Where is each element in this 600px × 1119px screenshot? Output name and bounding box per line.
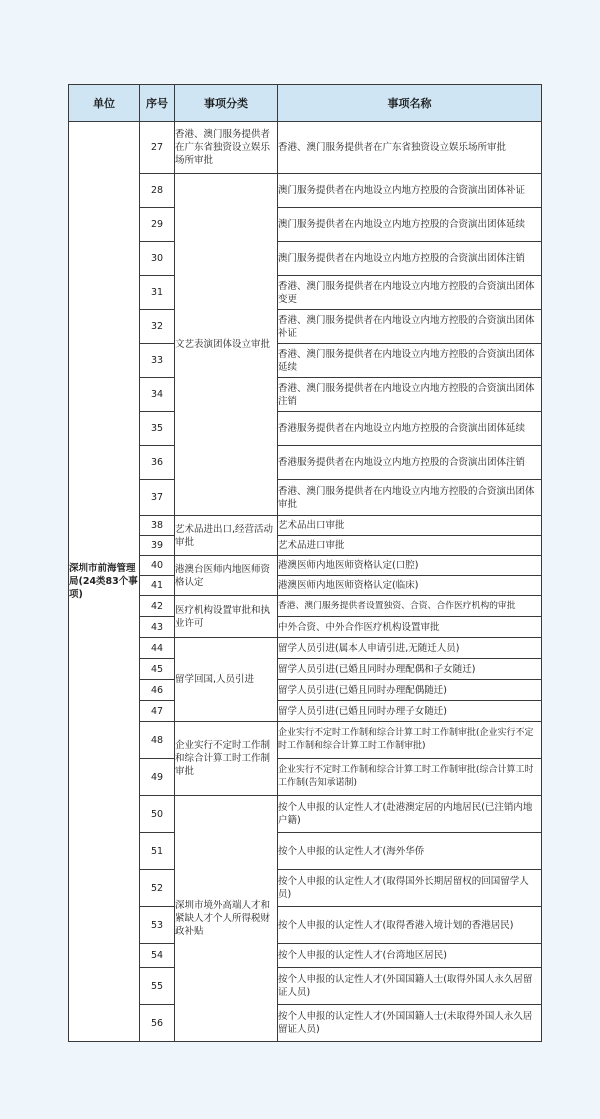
table-row bbox=[69, 174, 542, 208]
category-cell: 医疗机构设置审批和执业许可 bbox=[175, 596, 278, 638]
table-row bbox=[69, 968, 542, 1005]
seq-cell: 49 bbox=[140, 759, 175, 796]
name-cell: 留学人员引进(已婚且同时办理配偶随迁) bbox=[278, 680, 542, 701]
seq-cell: 33 bbox=[140, 344, 175, 378]
seq-cell: 46 bbox=[140, 680, 175, 701]
seq-cell: 51 bbox=[140, 833, 175, 870]
name-cell: 澳门服务提供者在内地设立内地方控股的合资演出团体延续 bbox=[278, 208, 542, 242]
table-row bbox=[69, 310, 542, 344]
name-cell: 按个人申报的认定性人才(取得国外长期居留权的回国留学人员) bbox=[278, 870, 542, 907]
seq-cell: 43 bbox=[140, 617, 175, 638]
name-cell: 香港、澳门服务提供者在广东省独资设立娱乐场所审批 bbox=[278, 122, 542, 174]
name-cell: 按个人申报的认定性人才(海外华侨 bbox=[278, 833, 542, 870]
table-row bbox=[69, 242, 542, 276]
name-cell: 香港、澳门服务提供者在内地设立内地方控股的合资演出团体补证 bbox=[278, 310, 542, 344]
category-cell: 企业实行不定时工作制和综合计算工时工作制审批 bbox=[175, 722, 278, 796]
table-row bbox=[69, 759, 542, 796]
table-row bbox=[69, 446, 542, 480]
name-cell: 澳门服务提供者在内地设立内地方控股的合资演出团体补证 bbox=[278, 174, 542, 208]
unit-cell: 深圳市前海管理局(24类83个事项) bbox=[69, 122, 140, 1042]
category-cell: 深圳市境外高端人才和紧缺人才个人所得税财政补贴 bbox=[175, 796, 278, 1042]
table-row bbox=[69, 680, 542, 701]
category-cell: 艺术品进出口,经营活动审批 bbox=[175, 516, 278, 556]
seq-cell: 47 bbox=[140, 701, 175, 722]
name-cell: 企业实行不定时工作制和综合计算工时工作制审批(综合计算工时工作制(告知承诺制) bbox=[278, 759, 542, 796]
table-row bbox=[69, 516, 542, 536]
name-cell: 香港、澳门服务提供者在内地设立内地方控股的合资演出团体延续 bbox=[278, 344, 542, 378]
name-cell: 企业实行不定时工作制和综合计算工时工作制审批(企业实行不定时工作制和综合计算工时工作制审批) bbox=[278, 722, 542, 759]
seq-cell: 38 bbox=[140, 516, 175, 536]
seq-cell: 42 bbox=[140, 596, 175, 617]
header-unit: 单位 bbox=[69, 85, 140, 122]
category-cell: 港澳台医师内地医师资格认定 bbox=[175, 556, 278, 596]
seq-cell: 52 bbox=[140, 870, 175, 907]
seq-cell: 41 bbox=[140, 576, 175, 596]
table-row bbox=[69, 208, 542, 242]
header-category: 事项分类 bbox=[175, 85, 278, 122]
table-row bbox=[69, 344, 542, 378]
name-cell: 中外合资、中外合作医疗机构设置审批 bbox=[278, 617, 542, 638]
table-row bbox=[69, 617, 542, 638]
table-row bbox=[69, 870, 542, 907]
seq-cell: 40 bbox=[140, 556, 175, 576]
name-cell: 香港、澳门服务提供者在内地设立内地方控股的合资演出团体变更 bbox=[278, 276, 542, 310]
seq-cell: 39 bbox=[140, 536, 175, 556]
name-cell: 留学人员引进(属本人申请引进,无随迁人员) bbox=[278, 638, 542, 659]
seq-cell: 32 bbox=[140, 310, 175, 344]
seq-cell: 34 bbox=[140, 378, 175, 412]
name-cell: 按个人申报的认定性人才(赴港澳定居的内地居民(已注销内地户籍) bbox=[278, 796, 542, 833]
name-cell: 按个人申报的认定性人才(取得香港入境计划的香港居民) bbox=[278, 907, 542, 944]
table-row bbox=[69, 596, 542, 617]
name-cell: 香港、澳门服务提供者设置独资、合资、合作医疗机构的审批 bbox=[278, 596, 542, 617]
seq-cell: 35 bbox=[140, 412, 175, 446]
seq-cell: 44 bbox=[140, 638, 175, 659]
header-name: 事项名称 bbox=[278, 85, 542, 122]
category-cell: 文艺表演团体设立审批 bbox=[175, 174, 278, 516]
seq-cell: 56 bbox=[140, 1005, 175, 1042]
table-row bbox=[69, 1005, 542, 1042]
name-cell: 按个人申报的认定性人才(外国国籍人士(取得外国人永久居留证人员) bbox=[278, 968, 542, 1005]
name-cell: 留学人员引进(已婚且同时办理配偶和子女随迁) bbox=[278, 659, 542, 680]
table-row bbox=[69, 556, 542, 576]
table-row bbox=[69, 378, 542, 412]
seq-cell: 55 bbox=[140, 968, 175, 1005]
name-cell: 港澳医师内地医师资格认定(口腔) bbox=[278, 556, 542, 576]
table-header-row bbox=[69, 85, 542, 122]
table-row bbox=[69, 122, 542, 174]
table-row bbox=[69, 536, 542, 556]
name-cell: 澳门服务提供者在内地设立内地方控股的合资演出团体注销 bbox=[278, 242, 542, 276]
name-cell: 按个人申报的认定性人才(外国国籍人士(未取得外国人永久居留证人员) bbox=[278, 1005, 542, 1042]
matters-table bbox=[68, 84, 542, 1042]
name-cell: 艺术品进口审批 bbox=[278, 536, 542, 556]
table-row bbox=[69, 638, 542, 659]
table-row bbox=[69, 796, 542, 833]
table-row bbox=[69, 659, 542, 680]
name-cell: 按个人申报的认定性人才(台湾地区居民) bbox=[278, 944, 542, 968]
name-cell: 港澳医师内地医师资格认定(临床) bbox=[278, 576, 542, 596]
name-cell: 香港服务提供者在内地设立内地方控股的合资演出团体延续 bbox=[278, 412, 542, 446]
seq-cell: 29 bbox=[140, 208, 175, 242]
table-row bbox=[69, 480, 542, 516]
table-row bbox=[69, 701, 542, 722]
name-cell: 香港服务提供者在内地设立内地方控股的合资演出团体注销 bbox=[278, 446, 542, 480]
name-cell: 艺术品出口审批 bbox=[278, 516, 542, 536]
seq-cell: 28 bbox=[140, 174, 175, 208]
table-row bbox=[69, 944, 542, 968]
table-row bbox=[69, 576, 542, 596]
name-cell: 香港、澳门服务提供者在内地设立内地方控股的合资演出团体注销 bbox=[278, 378, 542, 412]
seq-cell: 48 bbox=[140, 722, 175, 759]
seq-cell: 27 bbox=[140, 122, 175, 174]
category-cell: 香港、澳门服务提供者在广东省独资设立娱乐场所审批 bbox=[175, 122, 278, 174]
table-row bbox=[69, 412, 542, 446]
category-cell: 留学回国,人员引进 bbox=[175, 638, 278, 722]
header-seq: 序号 bbox=[140, 85, 175, 122]
table-row bbox=[69, 276, 542, 310]
seq-cell: 50 bbox=[140, 796, 175, 833]
seq-cell: 36 bbox=[140, 446, 175, 480]
name-cell: 留学人员引进(已婚且同时办理子女随迁) bbox=[278, 701, 542, 722]
seq-cell: 30 bbox=[140, 242, 175, 276]
seq-cell: 37 bbox=[140, 480, 175, 516]
seq-cell: 54 bbox=[140, 944, 175, 968]
table-row bbox=[69, 833, 542, 870]
seq-cell: 53 bbox=[140, 907, 175, 944]
name-cell: 香港、澳门服务提供者在内地设立内地方控股的合资演出团体审批 bbox=[278, 480, 542, 516]
seq-cell: 45 bbox=[140, 659, 175, 680]
table-row bbox=[69, 722, 542, 759]
seq-cell: 31 bbox=[140, 276, 175, 310]
table-row bbox=[69, 907, 542, 944]
